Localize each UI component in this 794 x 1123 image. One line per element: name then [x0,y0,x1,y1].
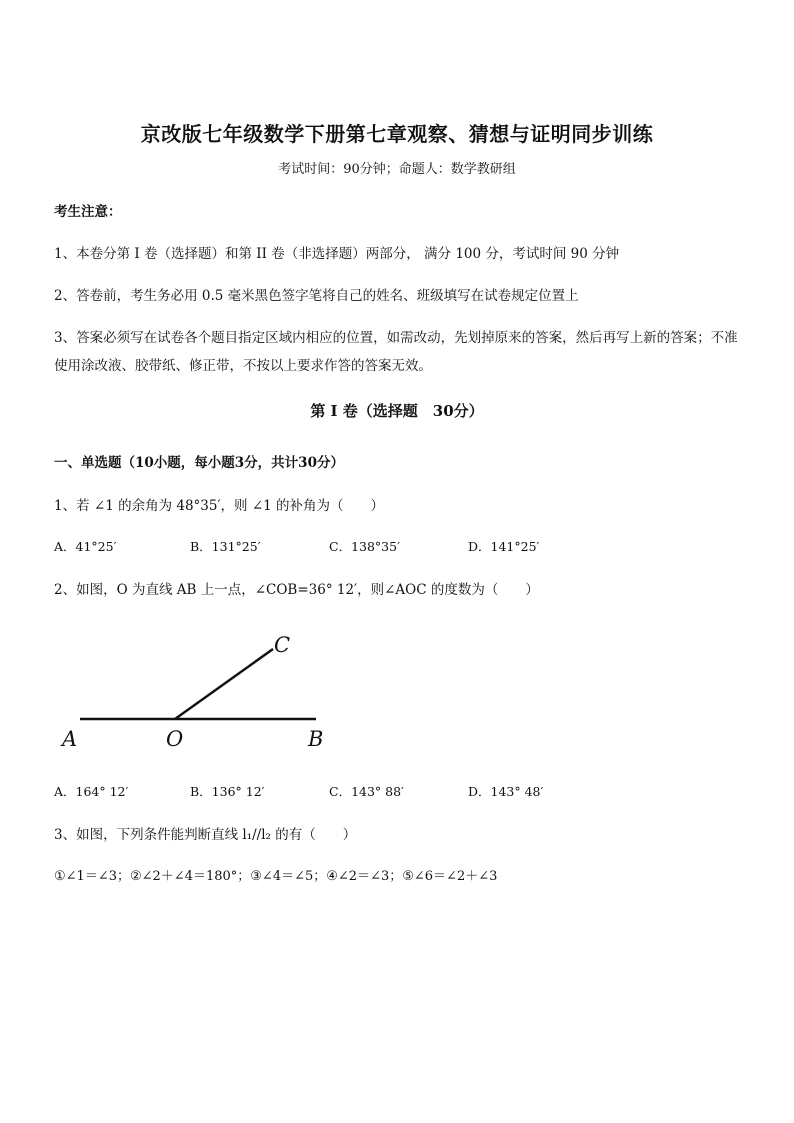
document-subtitle: 考试时间：90分钟；命题人：数学教研组 [278,162,516,177]
option-c: C．138°35′ [329,539,400,554]
option-b: B．131°25′ [190,539,261,554]
option-c: C．143° 88′ [329,784,404,799]
option-d: D．143° 48′ [468,784,544,799]
ray-oc [175,649,273,719]
option-a: A．164° 12′ [54,784,129,799]
section-title: 第 I 卷（选择题 30分） [310,402,484,420]
option-a: A．41°25′ [54,539,117,554]
question-stem: 3、如图，下列条件能判断直线 l₁//l₂ 的有（ ） [54,827,357,843]
angle-figure [54,622,344,757]
notice-item: 2、答卷前，考生务必用 0.5 毫米黑色签字笔将自己的姓名、班级填写在试卷规定位置上 [54,288,579,304]
notice-item: 1、本卷分第 I 卷（选择题）和第 II 卷（非选择题）两部分， 满分 100 分，考试时间 90 分钟 [54,246,620,262]
label-a: A [62,727,78,751]
document-title: 京改版七年级数学下册第七章观察、猜想与证明同步训练 [140,122,654,146]
option-b: B．136° 12′ [190,784,265,799]
option-d: D．141°25′ [468,539,540,554]
question-conditions: ①∠1＝∠3；②∠2＋∠4＝180°；③∠4＝∠5；④∠2＝∠3；⑤∠6＝∠2＋∠3 [54,869,498,884]
label-o: O [166,727,184,751]
question-stem: 2、如图，O 为直线 AB 上一点，∠COB=36° 12′，则∠AOC 的度数为（ ） [54,582,539,598]
label-b: B [308,727,324,751]
label-c: C [274,633,291,657]
question-stem: 1、若 ∠1 的余角为 48°35′，则 ∠1 的补角为（ ） [54,498,385,514]
notice-heading: 考生注意： [54,204,122,220]
part-heading: 一、单选题（10小题，每小题3分，共计30分） [54,455,344,471]
notice-item: 3、答案必须写在试卷各个题目指定区域内相应的位置，如需改动，先划掉原来的答案，然后再写上新的答案；不准使用涂改液、胶带纸、修正带，不按以上要求作答的答案无效。 [54,330,738,374]
